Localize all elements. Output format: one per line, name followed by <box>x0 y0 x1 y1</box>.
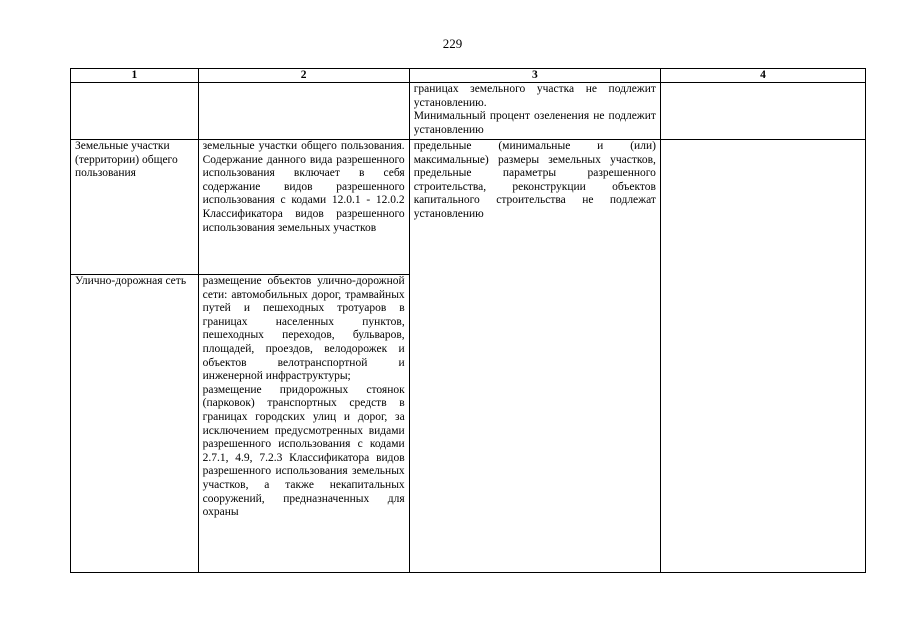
cell-empty <box>71 83 199 140</box>
cell-empty <box>660 140 865 573</box>
zoning-table <box>70 68 866 573</box>
cell-text: размещение придорожных стоянок (парковок) транспортных средств в границах городских улиц и дорог, за исключением предусмотренных видами разрешенного использования с кодами 2.7.1, 4.9, 7.2.3 Классификатора видов разрешенного использования земельных участков, а также некапитальных сооружений, предназначенных для охраны <box>202 383 405 519</box>
cell-continuation-params <box>409 83 660 140</box>
cell-land-type-roads: Улично-дорожная сеть <box>71 275 199 573</box>
page-number: 229 <box>442 36 463 51</box>
column-header-3: 3 <box>409 69 660 83</box>
cell-text: границах земельного участка не подлежит установлению. <box>413 83 656 109</box>
cell-text: Минимальный процент озеленения не подлежит установлению <box>413 110 656 136</box>
cell-description-roads <box>198 275 409 573</box>
cell-text: размещение объектов улично-дорожной сети: автомобильных дорог, трамвайных путей и пешеходных тротуаров в границах населенных пунктов, пешеходных переходов, бульваров, площадей, проездов, велодорожек и объектов велотранспортной и инженерной инфраструктуры; <box>202 275 405 383</box>
cell-empty <box>660 83 865 140</box>
column-header-4: 4 <box>660 69 865 83</box>
cell-description-public: земельные участки общего пользования. Содержание данного вида разрешенного использования включает в себя содержание видов разрешенного использования с кодами 12.0.1 - 12.0.2 Классификатора видов разрешенного использования земельных участков <box>198 140 409 275</box>
table-row <box>71 140 866 275</box>
table-row <box>71 83 866 140</box>
table-header-row <box>71 69 866 83</box>
cell-land-type-public: Земельные участки (территории) общего пользования <box>71 140 199 275</box>
cell-params-public: предельные (минимальные и (или) максимальные) размеры земельных участков, предельные параметры разрешенного строительства, реконструкции объектов капитального строительства не подлежат установлению <box>409 140 660 573</box>
column-header-2: 2 <box>198 69 409 83</box>
cell-empty <box>198 83 409 140</box>
column-header-1: 1 <box>71 69 199 83</box>
